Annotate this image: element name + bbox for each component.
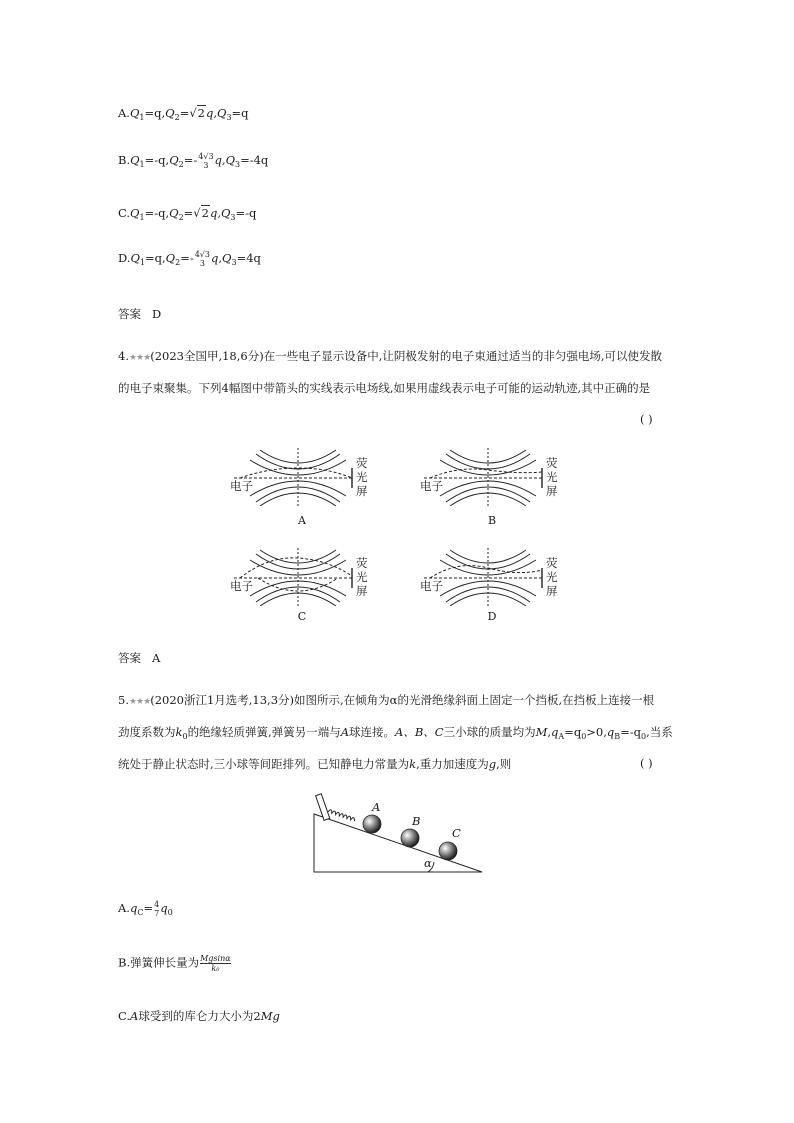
diagram-caption-c: C <box>297 610 307 623</box>
ball-b <box>401 829 419 847</box>
incline-figure <box>308 786 488 876</box>
electron-label-d: 电子 <box>420 579 443 593</box>
answer-paren-5: ( ) <box>640 756 653 770</box>
incline-diagram <box>308 786 488 876</box>
question-5-line2: 劲度系数为$k_0$的绝缘轻质弹簧,弹簧另一端与A球连接。A、B、C三小球的质量均为$M,q_A=q_0>0,q_B=-q_0$,当系 <box>118 725 673 741</box>
option-5a: $A.q_C=$ 4 7 $q_0$ <box>118 900 173 918</box>
electron-label-a: 电子 <box>230 479 253 493</box>
ball-label-c: C <box>452 826 461 840</box>
ball-c <box>439 842 457 860</box>
difficulty-stars: ★★★ <box>128 697 151 707</box>
diagram-caption-d: D <box>487 610 497 623</box>
ball-label-b: B <box>412 814 421 828</box>
question-4-line1: 4.★★★(2023全国甲,18,6分)在一些电子显示设备中,让阴极发射的电子束通过适当的非匀强电场,可以使发散 <box>118 349 663 363</box>
screen-label-a: 荧光屏 <box>356 456 368 498</box>
electron-label-b: 电子 <box>420 479 443 493</box>
angle-label: α <box>424 856 432 870</box>
answer-3: 答案 D <box>118 307 162 321</box>
answer-4: 答案 A <box>118 651 161 665</box>
screen-label-c: 荧光屏 <box>356 556 368 598</box>
ball-a <box>363 815 381 833</box>
electron-label-c: 电子 <box>230 579 253 593</box>
question-4-line2: 的电子束聚集。下列4幅图中带箭头的实线表示电场线,如果用虚线表示电子可能的运动轨迹,其中正确的是 <box>118 381 651 395</box>
option-3a: $A.Q_1=q,Q_2=√2q,Q_3=q$ <box>118 106 249 122</box>
difficulty-stars: ★★★ <box>128 353 151 363</box>
diagram-caption-b: B <box>487 514 497 527</box>
option-3c: $C.Q_1=-q,Q_2=√2q,Q_3=-q$ <box>118 206 257 222</box>
screen-label-d: 荧光屏 <box>546 556 558 598</box>
option-5b: B.弹簧伸长量为 $\frac{Mgsin\alpha}{\text{k₀}}$ <box>118 954 231 973</box>
answer-paren-4: ( ) <box>640 412 653 426</box>
option-3d: $D.Q_1=q,Q_2=-$ 4√3 3 $q,Q_3=4q$ <box>118 250 261 268</box>
screen-label-b: 荧光屏 <box>546 456 558 498</box>
ball-label-a: A <box>372 800 381 814</box>
option-3b: $B.Q_1=-q,Q_2=-$ 4√3 3 $q,Q_3=-4q$ <box>118 152 269 170</box>
diagram-caption-a: A <box>298 514 306 527</box>
option-5c: C.A球受到的库仑力大小为2Mg <box>118 1009 280 1023</box>
question-5-line1: 5.★★★(2020浙江1月选考,13,3分)如图所示,在倾角为α的光滑绝缘斜面上固定一个挡板,在挡板上连接一根 <box>118 693 655 707</box>
question-5-line3: 统处于静止状态时,三小球等间距排列。已知静电力常量为k,重力加速度为g,则 <box>118 757 512 771</box>
